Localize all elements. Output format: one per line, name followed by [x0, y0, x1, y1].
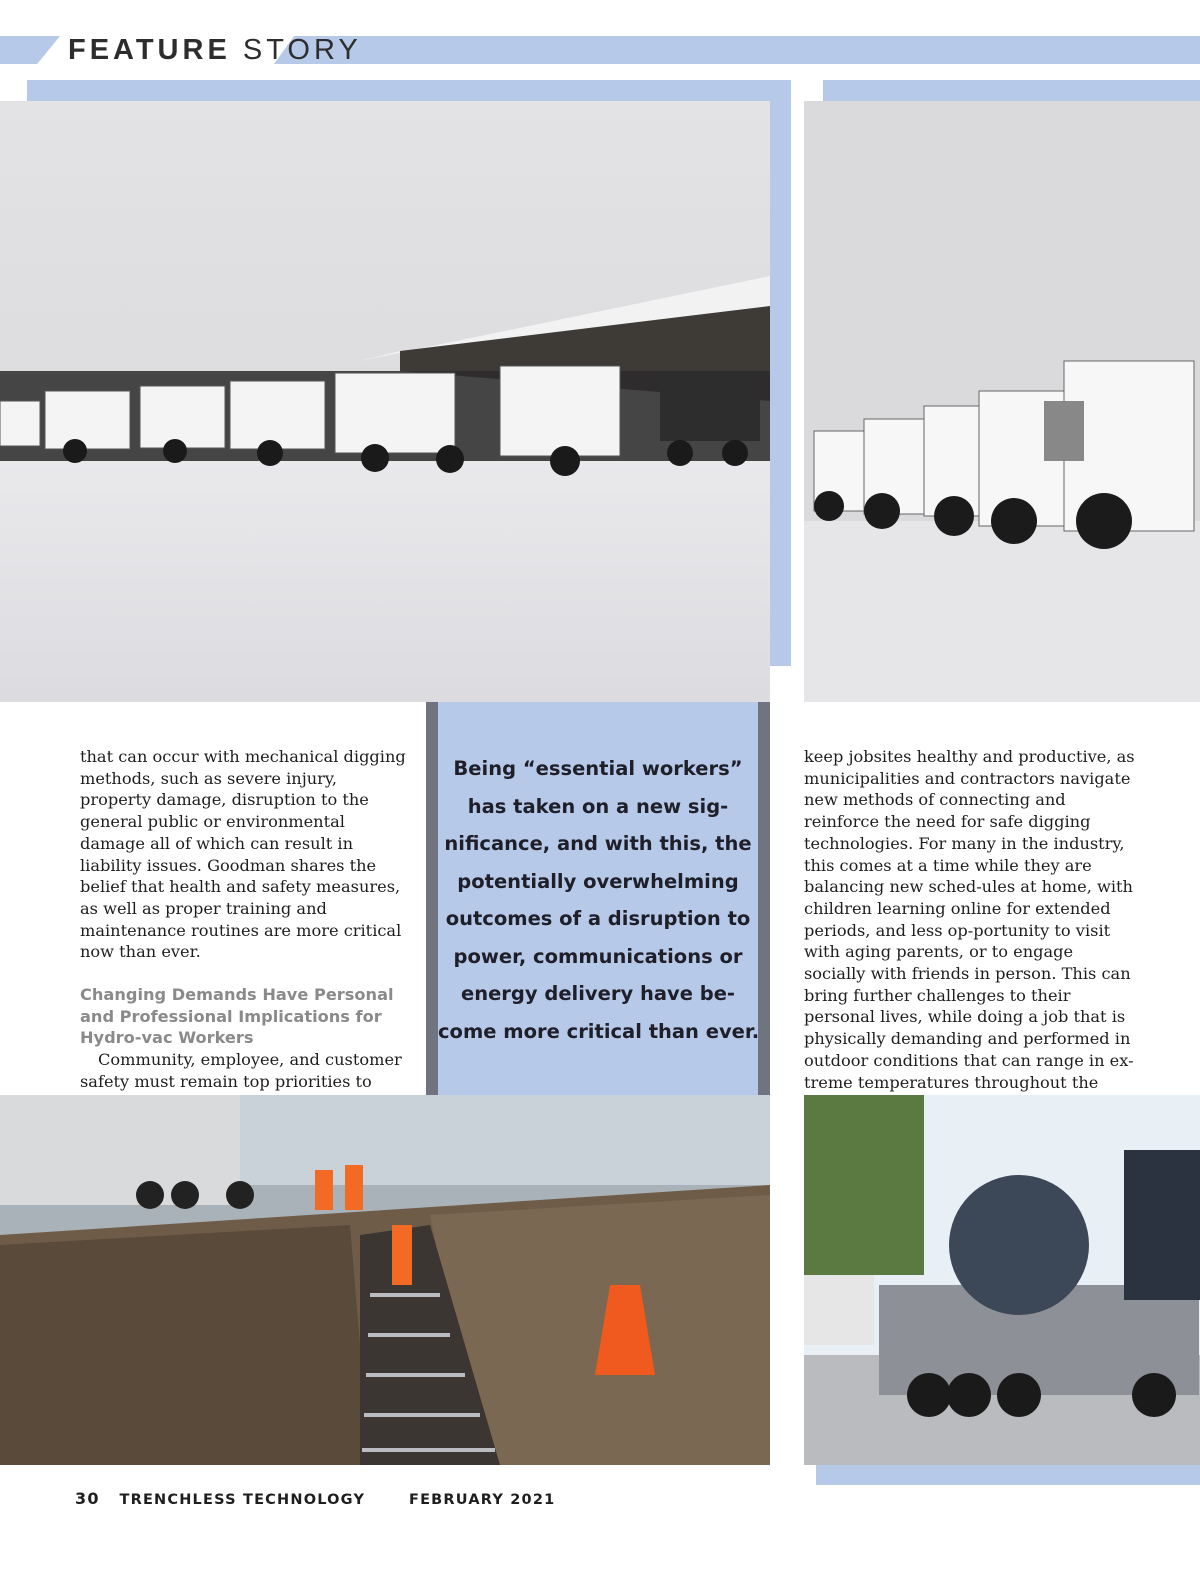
page-footer	[75, 1489, 555, 1508]
accent-bar-bottom-right	[816, 1464, 1200, 1485]
pull-quote-line: nificance, and with this, the	[444, 832, 752, 855]
page-number: 30	[75, 1489, 100, 1508]
photo-white-trucks-row	[804, 101, 1200, 702]
pull-quote-line: has taken on a new sig-	[467, 794, 729, 818]
pull-quote-line: energy delivery have be-	[460, 982, 736, 1005]
issue-date: FEBRUARY 2021	[408, 1492, 556, 1508]
publication-name: TRENCHLESS TECHNOLOGY	[119, 1492, 366, 1508]
accent-bar-top-left	[27, 80, 791, 102]
section-subhead: Changing Demands Have Personal and Professional Implications for Hydro-vac Workers	[80, 985, 394, 1048]
right-column-paragraph-1: keep jobsites healthy and productive, as municipalities and contractors navigate new methods of connecting and reinforce the need for safe digging technologies. For many in the industry, this comes at a time while they are balancing new sched-ules at home, with children learning online for extended periods, and less op-portunity to visit with aging parents, or to engage socially with friends in person. This can bring further challenges to their personal lives, while doing a job that is physically demanding and performed in outdoor conditions that can range in ex-treme temperatures throughout the	[804, 747, 1135, 1092]
photo-hydrovac-truck-side	[804, 1095, 1200, 1465]
pull-quote-line: potentially overwhelming	[457, 869, 739, 893]
photo-hydrovac-fleet-snow	[0, 101, 770, 702]
section-label	[68, 32, 362, 68]
photo-truck-icon	[804, 1095, 1200, 1465]
pull-quote-box	[426, 702, 770, 1095]
photo-trucks-closeup-icon	[804, 101, 1200, 702]
pull-quote-line: power, communications or	[453, 944, 743, 968]
left-column-paragraph-2: Community, employee, and customer safety must remain top priorities to	[80, 1050, 402, 1091]
accent-bar-top-left-side	[770, 80, 791, 666]
pull-quote-line: Being “essential workers”	[453, 757, 743, 780]
section-label-word2: STORY	[242, 34, 362, 66]
left-column	[80, 746, 412, 1093]
photo-trench-icon	[0, 1095, 770, 1465]
pull-quote-text	[438, 702, 758, 1050]
pull-quote-line: outcomes of a disruption to	[445, 907, 751, 930]
accent-bar-top-right	[823, 80, 1200, 102]
right-column	[804, 746, 1139, 1115]
header-band-right	[274, 36, 1200, 64]
section-label-word1: FEATURE	[68, 34, 231, 66]
photo-trench-workers	[0, 1095, 770, 1465]
header-band-left	[0, 36, 60, 64]
photo-trucks-snow-icon	[0, 101, 770, 702]
left-column-paragraph-1: that can occur with mechanical digging methods, such as severe injury, property damage, disruption to the general public or environmental damage all of which can result in liability issues. Goodman shares the belief that health and safety measures, as well as proper training and maintenance routines are more critical now than ever.	[80, 747, 406, 962]
pull-quote-line: come more critical than ever.	[438, 1019, 760, 1043]
